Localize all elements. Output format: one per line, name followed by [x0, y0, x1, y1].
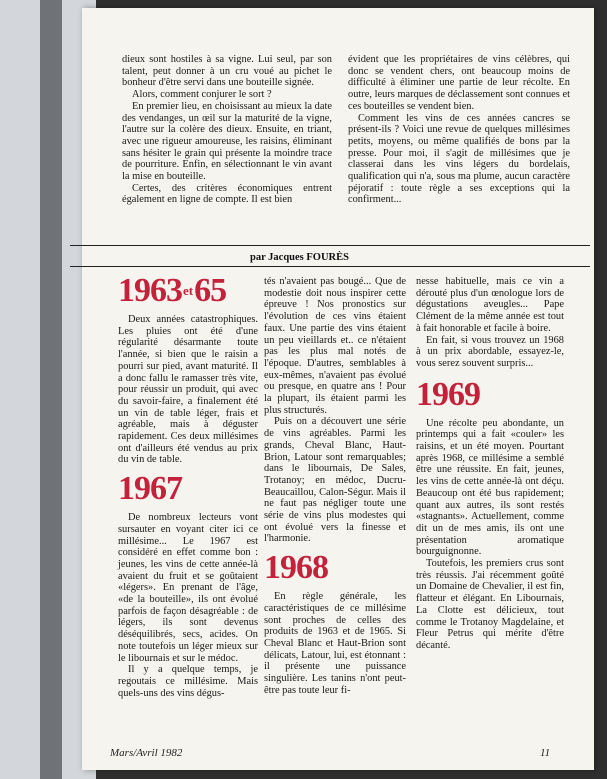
- top-left-paragraph: Certes, des critères économiques entrent également en ligne de compte. Il est bien: [122, 182, 332, 206]
- divider-bottom: [70, 266, 590, 267]
- byline: par Jacques FOURÈS: [250, 252, 349, 263]
- paragraph-col3: En fait, si vous trouvez un 1968 à un prix abordable, essayez-le, vous serez souvent surpris...: [416, 334, 564, 369]
- paragraph-1963: Deux années catastrophiques. Les pluies ont été d'une régularité désarmante toute l'année, si bien que le raisin a pourri sur pied, avant maturité. Il a donc fallu le ramasser très vite, pour réussir un produit, qui avec du savoir-faire, a finalement été un vin de table léger, frais et agréable, mais à déguster rapidement. Ces deux millésimes ont d'ailleurs été vendus au prix du vin de table.: [118, 314, 258, 466]
- issue-date: Mars/Avril 1982: [110, 747, 183, 759]
- top-left-column: [122, 54, 332, 206]
- paragraph-col3: nesse habituelle, mais ce vin a dérouté plus d'un œnologue lors de dégustations aveugles... Pape Clément de la même année est tout à fait honorable et facile à boire.: [416, 276, 564, 334]
- paragraph-1967: De nombreux lecteurs vont sursauter en voyant citer ici ce millésime... Le 1967 est considéré en effet comme bon : jeunes, les vins de cette année-là avaient du fruit et se goûtaient «légers». En prenant de l'âge, «de la bouteille», ils ont évolué parfois de façon désagréable : de légers, ils sont devenus déséquilibrés, secs, acides. On note toutefois un léger mieux sur le libournais et sur le médoc.: [118, 512, 258, 664]
- heading-1963-65: [118, 274, 258, 308]
- top-right-paragraph: Comment les vins de ces années cancres se présent-ils ? Voici une revue de quelques millésimes petits, moyens, ou même qualifiés de bons par la presse. Pour moi, il s'agit de millésimes que je classerai dans les vins légers du bordelais, qualification qui n'a, sous ma plume, aucun caractère péjoratif : toute règle a ses exceptions qui la confirment...: [348, 112, 570, 206]
- column-1: [118, 272, 258, 699]
- heading-1969: 1969: [416, 375, 480, 413]
- paragraph-col2: Puis on a découvert une série de vins agréables. Parmi les grands, Cheval Blanc, Haut-Brion, Latour sont remarquables; dans le libournais, De Sales, Trotanoy; en médoc, Ducru-Beaucaillou, Calon-Ségur. Mais il ne faut pas négliger toute une série de vins plus modestes qui ont évolué vers la finesse et l'harmonie.: [264, 416, 406, 545]
- heading-et: et: [183, 283, 194, 298]
- top-right-column: [348, 54, 570, 206]
- heading-1963: 1963: [118, 272, 182, 309]
- divider-top: [70, 245, 590, 246]
- top-left-paragraph: Alors, comment conjurer le sort ?: [132, 89, 272, 101]
- paragraph-1967: Il y a quelque temps, je regoutais ce millésime. Mais quels-uns des vins dégus-: [118, 664, 258, 699]
- column-3: [416, 276, 564, 652]
- paragraph-col2: tés n'avaient pas bougé... Que de modestie doit nous inspirer cette épreuve ! Nos pronostics sur l'évolution de ces vins étaient faux. Une partie des vins étaient un peu vieillards et.. ce n'étaient pas les plus mal notés de l'époque. D'autres, semblables à eux-mêmes, n'avaient pas évolué ou presque, en quatre ans ! Pour la plupart, ils étaient parmi les plus structurés.: [264, 276, 406, 416]
- paragraph-1969: Toutefois, les premiers crus sont très réussis. J'ai récemment goûté un Domaine de Chevalier, il est fin, flatteur et élégant. En Libournais, La Clotte est délicieux, tout comme le Trotanoy Magdelaine, et Fleur Petrus qui mérite d'être décanté.: [416, 558, 564, 651]
- top-right-paragraph: évident que les propriétaires de vins célèbres, qui donc se vendent chers, ont beaucoup moins de difficulté à éliminer une partie de leur récolte. En outre, leurs marques de déclassement sont connues et ces bouteilles se vendent bien.: [348, 54, 570, 112]
- paragraph-1968: En règle générale, les caractéristiques de ce millésime sont proches de celles des produits de 1963 et de 1965. Si Cheval Blanc et Haut-Brion sont délicats, Latour, lui, est étonnant : il présente une puissance singulière. Les tanins n'ont peut-être pas toute leur fi-: [264, 591, 406, 696]
- paragraph-1969: Une récolte peu abondante, un printemps qui a fait «couler» les raisins, et un été moyen. Pourtant après 1968, ce millésime a semblé être une réussite. En fait, jeunes, les vins de cette année-là ont déçu. Beaucoup ont été bus rapidement; quant aux autres, ils sont restés «stagnants». Actuellement, comme dit un de mes amis, ils ont une présentation aromatique bourguignonne.: [416, 417, 564, 558]
- top-left-paragraph: En premier lieu, en choisissant au mieux la date des vendanges, un œil sur la maturité de la vigne, l'autre sur la colère des dieux. Ensuite, en triant, avec une rigueur amoureuse, les raisins, éliminant sans hésiter le grain qui présente la moindre trace de pourriture. Enfin, en sélectionnant le vin avant la mise en bouteille.: [122, 100, 332, 183]
- top-left-paragraph: dieux sont hostiles à sa vigne. Lui seul, par son talent, peut donner à un cru voué au pichet le bonheur d'être servi dans une bouteille signée.: [122, 54, 332, 89]
- heading-1967: 1967: [118, 470, 182, 508]
- page-number: 11: [540, 747, 551, 759]
- heading-1968: 1968: [264, 549, 328, 587]
- scanner-edge: [40, 0, 62, 779]
- column-2: [264, 276, 406, 697]
- heading-65: 65: [194, 272, 227, 309]
